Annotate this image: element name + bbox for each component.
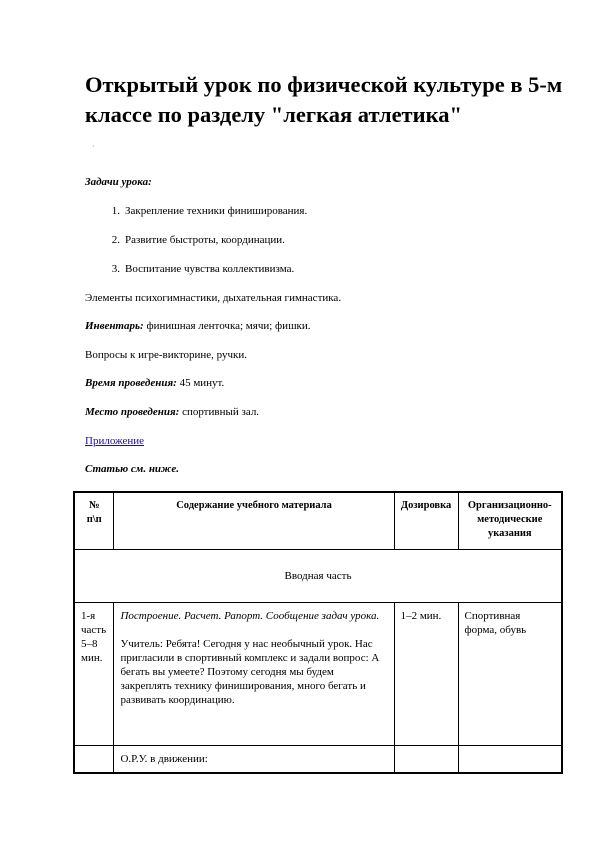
list-item bbox=[85, 263, 307, 292]
header-org: Организационно-методические указания bbox=[458, 492, 562, 550]
appendix-paragraph bbox=[85, 435, 144, 447]
row-dose: 1–2 мин. bbox=[394, 603, 458, 746]
time-paragraph bbox=[85, 377, 224, 389]
list-item-text: Воспитание чувства коллективизма. bbox=[125, 263, 295, 275]
tasks-heading: Задачи урока: bbox=[85, 176, 152, 188]
row-content-body: Учитель: Ребята! Сегодня у нас необычный урок. Нас пригласили в спортивный комплекс и задали вопрос: А бегать вы умеете? Поэтому сегодня мы будем закреплять технику финиширования, много бегать и развивать координацию. bbox=[120, 638, 380, 706]
row-org-empty bbox=[458, 746, 562, 774]
row-part: 1-я часть 5–8 мин. bbox=[74, 603, 114, 746]
row-dose-empty bbox=[394, 746, 458, 774]
header-num: № п\п bbox=[74, 492, 114, 550]
row-content bbox=[114, 603, 394, 746]
tasks-list bbox=[85, 205, 307, 292]
time-value: 45 минут. bbox=[176, 377, 225, 389]
table-header-row bbox=[74, 492, 562, 550]
appendix-link[interactable]: Приложение bbox=[85, 435, 145, 447]
table-row bbox=[74, 746, 562, 774]
list-item-text: Развитие быстроты, координации. bbox=[125, 234, 285, 246]
quiz-paragraph: Вопросы к игре-викторине, ручки. bbox=[85, 349, 248, 361]
list-item-number: 1. bbox=[111, 205, 120, 217]
row-part-empty bbox=[74, 746, 114, 774]
row-content: О.Р.У. в движении: bbox=[114, 746, 394, 774]
decorative-dot: · bbox=[92, 142, 95, 151]
row-org: Спортивная форма, обувь bbox=[458, 603, 562, 746]
page-title: Открытый урок по физической культуре в 5-м классе по разделу "легкая атлетика" bbox=[85, 72, 563, 127]
header-content: Содержание учебного материала bbox=[114, 492, 394, 550]
lesson-table bbox=[73, 491, 563, 774]
see-below-note: Статью см. ниже. bbox=[85, 463, 180, 475]
list-item bbox=[85, 234, 307, 263]
list-item-text: Закрепление техники финиширования. bbox=[125, 205, 308, 217]
inventory-paragraph bbox=[85, 320, 311, 332]
list-item-number: 2. bbox=[111, 234, 120, 246]
table-section-row bbox=[74, 550, 562, 603]
time-label: Время проведения: bbox=[85, 377, 177, 389]
inventory-value: финишная ленточка; мячи; фишки. bbox=[143, 320, 311, 332]
inventory-label: Инвентарь: bbox=[85, 320, 144, 332]
list-item bbox=[85, 205, 307, 234]
place-paragraph bbox=[85, 406, 259, 418]
place-label: Место проведения: bbox=[85, 406, 180, 418]
row-content-heading: Построение. Расчет. Рапорт. Сообщение задач урока. bbox=[120, 610, 380, 622]
section-title: Вводная часть bbox=[74, 550, 562, 603]
place-value: спортивный зал. bbox=[179, 406, 260, 418]
list-item-number: 3. bbox=[111, 263, 120, 275]
elements-paragraph: Элементы психогимнастики, дыхательная гимнастика. bbox=[85, 292, 342, 304]
header-dose: Дозировка bbox=[394, 492, 458, 550]
table-row bbox=[74, 603, 562, 746]
